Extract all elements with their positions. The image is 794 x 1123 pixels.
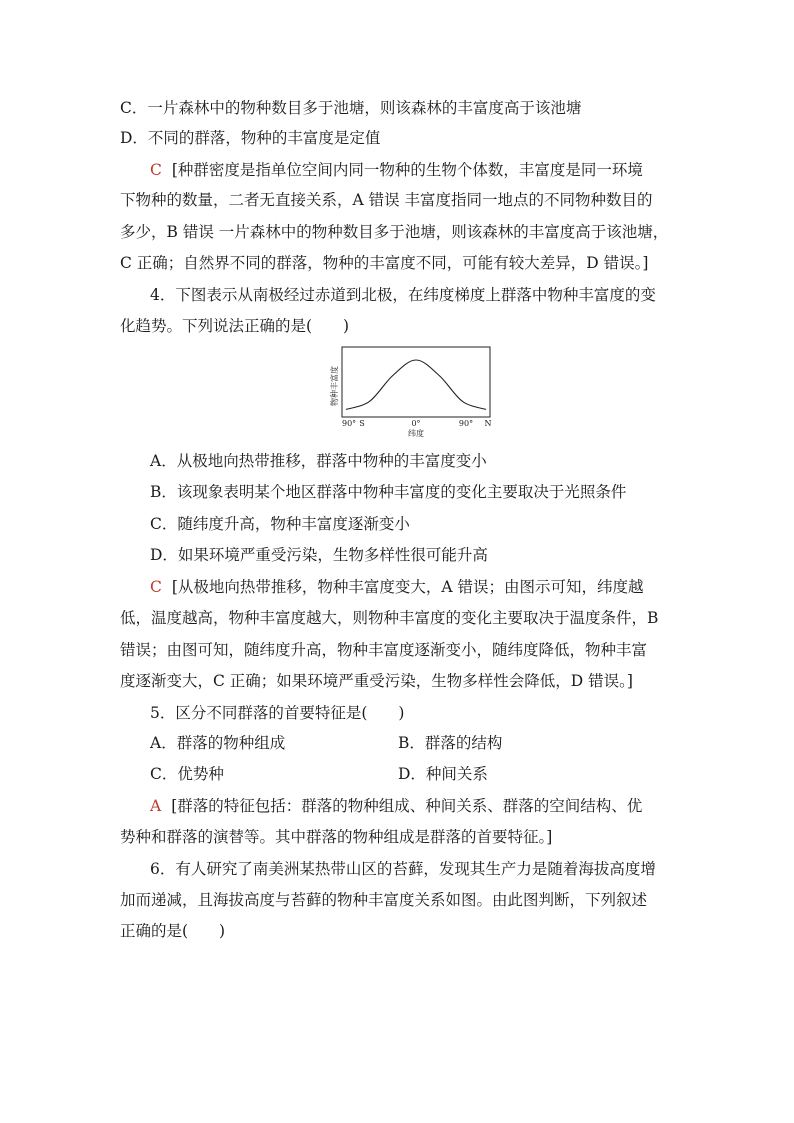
answer-q3-line1 — [150, 160, 680, 182]
tick-label-0-deg: 0° — [411, 419, 421, 428]
option-d-q5: D．种间关系 — [398, 765, 488, 783]
answer-q3-line4: C 正确；自然界不同的群落，物种的丰富度不同，可能有较大差异，D 错误。] — [120, 254, 649, 272]
tick-label-n: N — [484, 419, 492, 428]
tick-label-s: S — [359, 419, 365, 428]
answer-q3-line2: 下物种的数量，二者无直接关系，A 错误 丰富度指同一地点的不同物种数目的 — [120, 191, 653, 209]
option-a-q5: A．群落的物种组成 — [150, 734, 286, 752]
option-a-q4: A．从极地向热带推移，群落中物种的丰富度变小 — [150, 452, 487, 470]
answer-q5-line2: 势种和群落的演替等。其中群落的物种组成是群落的首要特征。] — [120, 828, 553, 846]
chart-svg — [328, 346, 498, 438]
question-5: 5．区分不同群落的首要特征是( ) — [150, 704, 405, 722]
plot-frame — [342, 347, 490, 417]
option-b-q5: B．群落的结构 — [398, 734, 503, 752]
answer-letter: C — [150, 161, 162, 179]
question-4-line1: 4．下图表示从南极经过赤道到北极，在纬度梯度上群落中物种丰富度的变 — [150, 286, 656, 304]
question-6-line1: 6．有人研究了南美洲某热带山区的苔藓，发现其生产力是随着海拔高度增 — [150, 860, 656, 878]
question-6-line3: 正确的是( ) — [120, 922, 226, 940]
question-6-line2: 加而递减，且海拔高度与苔藓的物种丰富度关系如图。由此图判断，下列叙述 — [120, 891, 648, 909]
answer-q5-line1 — [150, 796, 680, 818]
answer-text: [从极地向热带推移，物种丰富度变大，A 错误；由图示可知，纬度越 — [171, 578, 644, 596]
answer-q4-line1 — [150, 577, 680, 599]
option-b-q4: B．该现象表明某个地区群落中物种丰富度的变化主要取决于光照条件 — [150, 483, 627, 501]
option-c-q3: C．一片森林中的物种数目多于池塘，则该森林的丰富度高于该池塘 — [120, 99, 582, 117]
answer-text: [群落的特征包括：群落的物种组成、种间关系、群落的空间结构、优 — [171, 797, 643, 815]
richness-curve — [346, 360, 486, 409]
x-axis-label: 纬度 — [408, 429, 424, 438]
answer-q4-line2: 低，温度越高，物种丰富度越大，则物种丰富度的变化主要取决于温度条件，B — [120, 609, 659, 627]
question-4-line2: 化趋势。下列说法正确的是( ) — [120, 317, 350, 335]
richness-latitude-figure — [328, 346, 498, 438]
tick-label-90-s-deg: 90° — [342, 419, 357, 428]
answer-q3-line3: 多少，B 错误 一片森林中的物种数目多于池塘，则该森林的丰富度高于该池塘， — [120, 223, 669, 241]
answer-q4-line3: 错误；由图可知，随纬度升高，物种丰富度逐渐变小，随纬度降低，物种丰富 — [120, 641, 648, 659]
y-axis-label: 物种丰富度 — [330, 366, 339, 406]
option-c-q5: C．优势种 — [150, 765, 224, 783]
answer-letter: C — [150, 578, 162, 596]
option-c-q4: C．随纬度升高，物种丰富度逐渐变小 — [150, 515, 410, 533]
answer-text: [种群密度是指单位空间内同一物种的生物个体数，丰富度是同一环境 — [171, 161, 643, 179]
answer-letter: A — [150, 797, 162, 815]
answer-q4-line4: 度逐渐变大，C 正确；如果环境严重受污染，生物多样性会降低，D 错误。] — [120, 672, 633, 690]
option-d-q3: D．不同的群落，物种的丰富度是定值 — [120, 129, 381, 147]
tick-label-90-n-deg: 90° — [458, 419, 474, 428]
option-d-q4: D．如果环境严重受污染，生物多样性很可能升高 — [150, 546, 488, 564]
